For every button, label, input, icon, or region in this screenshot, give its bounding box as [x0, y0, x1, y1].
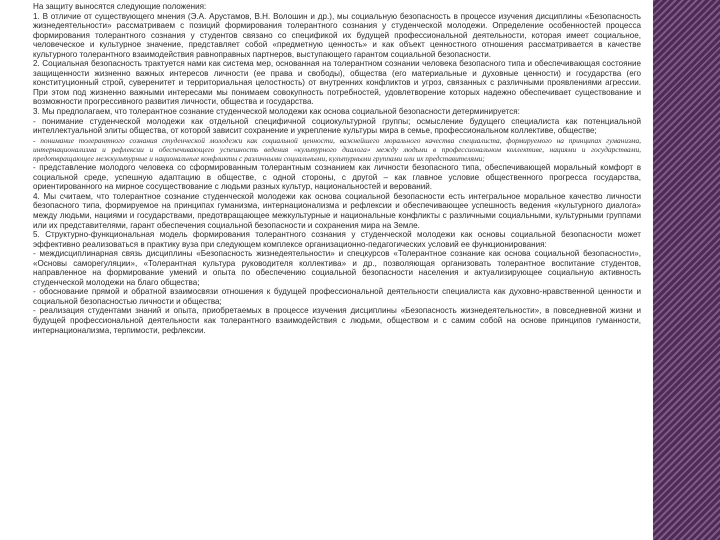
- paragraph-thesis-4: 4. Мы считаем, что толерантное сознание студенческой молодежи как основа социальной безопасности есть интегральное моральное качество личности безопасного типа, формируемое на принципах гуманизма, интернационализма и рефлексии и обеспечивающее успешность ведения «культурного диалога» между людьми, нациями и государствами, предотвращающее межкультурные и национальные конфликты с различными социальными, культурными группами или их представителями, гарант обеспечения социальной безопасности и сохранения мира на Земле.: [33, 191, 641, 230]
- paragraph-item-safe-personality: - представление молодого человека со сформированным толерантным сознанием как личности безопасного типа, обеспечивающей моральный комфорт в социальной среде, успешную адаптацию в обществе, с одной стороны, с другой – как главное условие общественного прогресса государства, ориентированного на мирное сосуществование с людьми разных культур, национальностей и верований.: [33, 163, 641, 192]
- paragraph-thesis-5: 5. Структурно-функциональная модель формирования толерантного сознания у студенческой молодежи как основы социальной безопасности может эффективно реализоваться в практику вуза при следующем комплексе организационно-педагогических условий ее функционирования:: [33, 230, 641, 249]
- paragraph-item-social-value: - понимание толерантного сознания студенческой молодежи как социальной ценности, важнейшего морального качества специалиста, формируемого на принципах гуманизма, интернационализма и рефлексии и обеспечивающего успешность ведения «культурного диалога» между людьми в профессиональном коллективе, нациями и государствами, предотвращающее межкультурные и национальные конфликты с различными социальными, культурными группами или их представителями;: [33, 135, 641, 164]
- paragraph-item-implementation: - реализация студентами знаний и опыта, приобретаемых в процессе изучения дисциплины «Безопасность жизнедеятельности», в повседневной жизни и будущей профессиональной деятельности как толерантного взаимодействия с людьми, обществом и с самим собой на основе принципов гуманности, интернационализма, терпимости, рефлексии.: [33, 306, 641, 335]
- paragraph-thesis-3: 3. Мы предполагаем, что толерантное сознание студенческой молодежи как основа социальной безопасности детерминируется:: [33, 107, 520, 117]
- paragraph-thesis-2: 2. Социальная безопасность трактуется нами как система мер, основанная на толерантном сознании человека безопасного типа и обеспечивающая состояние защищенности жизненно важных интересов личности (ее права и свободы), общества (его материальные и духовные ценности) и государства (его конституционный строй, суверенитет и территориальная целостность) от внутренних конфликтов и угроз, связанных с различными проявлениями агрессии. При этом под жизненно важными интересами мы понимаем совокупность потребностей, удовлетворение которых надежно обеспечивает существование и возможности прогрессивного развития личности, общества и государства.: [33, 59, 641, 107]
- paragraph-item-interdisciplinary: - междисциплинарная связь дисциплины «Безопасность жизнедеятельности» и спецкурсов «Толерантное сознание как основа социальной безопасности», «Основы саморегуляции», «Толерантная культура руководителя коллектива» и др., позволяющая организовать толерантное воспитание студентов, направленное на формирование умений и опыта по обеспечению социальной безопасности населения и актуализирующее социальную активность студенческой молодежи на благо общества;: [33, 249, 641, 287]
- paragraph-item-interrelation: - обоснование прямой и обратной взаимосвязи отношения к будущей профессиональной деятельности специалиста как духовно-нравственной ценности и социальной безопасностью личности и общества;: [33, 287, 641, 306]
- paragraph-item-student-group: - понимание студенческой молодежи как отдельной специфичной социокультурной группы; осмысление будущего специалиста как потенциальной интеллектуальной элиты общества, от которой зависит сохранение и укрепление культуры мира в семье, профессиональном коллективе, обществе;: [33, 116, 641, 136]
- document-text: [33, 2, 641, 532]
- intro-line: На защиту выносятся следующие положения:: [33, 2, 207, 11]
- paragraph-thesis-1: 1. В отличие от существующего мнения (Э.А. Арустамов, В.Н. Волошин и др.), мы социальную безопасность в процессе изучения дисциплины «Безопасность жизнедеятельности» рассматриваем с позиций формирования толерантного сознания у студенческой молодежи. Определение особенностей процесса формирования толерантного сознания у студентов связано со спецификой их будущей профессиональной деятельности, которая имеет социальное, человеческое и культурное значение, представляет собой «предметную ценность» и как объект ценностного отношения рассматривается в качестве культурного толерантного взаимодействия равноправных партнеров, выступающего гарантом социальной безопасности.: [33, 11, 641, 59]
- decorative-stripe-band: [653, 0, 720, 540]
